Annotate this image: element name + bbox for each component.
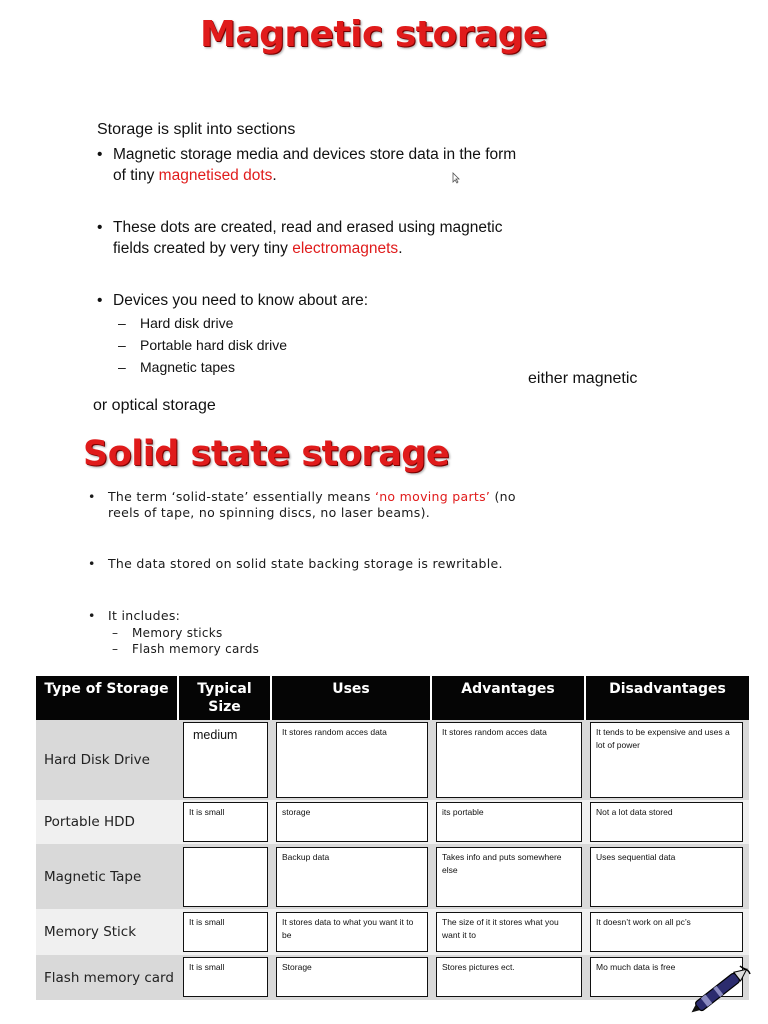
header-typical-size: Typical Size (179, 676, 272, 720)
side-text-either-magnetic: either magnetic (528, 370, 638, 387)
header-uses: Uses (272, 676, 432, 720)
solid-includes-list (112, 625, 259, 657)
row-type-hard-disk-drive: Hard Disk Drive (44, 752, 150, 768)
header-type-of-storage: Type of Storage (36, 676, 179, 720)
cell-size: It is small (183, 802, 268, 842)
cell-disadvantages: Mo much data is free (590, 957, 743, 997)
cell-size (183, 847, 268, 907)
row-type-memory-stick: Memory Stick (44, 924, 137, 940)
list-item: – Hard disk drive (118, 315, 234, 331)
highlight-no-moving-parts: ‘no moving parts’ (374, 489, 491, 504)
cell-advantages: The size of it it stores what you want it to (436, 912, 582, 952)
list-item: – Memory sticks (112, 626, 223, 640)
list-item: – Flash memory cards (112, 642, 260, 656)
row-type-flash-memory-card: Flash memory card (44, 969, 174, 986)
cell-uses: It stores random acces data (276, 722, 428, 798)
cell-uses: It stores data to what you want it to be (276, 912, 428, 952)
magnetic-bullet-2: • These dots are created, read and erased using magnetic fields created by very tiny electromagnets. (97, 219, 503, 257)
row-type-portable-hdd: Portable HDD (44, 814, 135, 830)
cell-size: It is small (183, 957, 268, 997)
cell-uses: Storage (276, 957, 428, 997)
highlight-magnetised-dots: magnetised dots (158, 167, 273, 184)
solid-bullet-3: • It includes: (88, 608, 181, 623)
pen-icon (678, 960, 758, 1022)
cell-disadvantages: Not a lot data stored (590, 802, 743, 842)
device-list (118, 312, 287, 378)
solid-state-title: Solid state storage (83, 434, 450, 474)
cell-uses: Backup data (276, 847, 428, 907)
cell-size: medium (183, 722, 268, 798)
list-item: – Portable hard disk drive (118, 337, 288, 353)
cell-advantages: Stores pictures ect. (436, 957, 582, 997)
cell-advantages: Takes info and puts somewhere else (436, 847, 582, 907)
storage-table (36, 676, 749, 1000)
table-header (36, 676, 749, 720)
solid-bullet-1: • The term ‘solid-state’ essentially means ‘no moving parts’ (no reels of tape, no spinning discs, no laser beams). (88, 489, 516, 520)
cell-size: It is small (183, 912, 268, 952)
header-disadvantages: Disadvantages (609, 681, 726, 697)
magnetic-bullet-1: • Magnetic storage media and devices store data in the form of tiny magnetised dots. (97, 146, 517, 184)
cell-disadvantages: It tends to be expensive and uses a lot of power (590, 722, 743, 798)
mouse-pointer-icon (452, 172, 460, 184)
header-advantages: Advantages (432, 676, 586, 720)
highlight-electromagnets: electromagnets (292, 240, 399, 257)
cell-uses: storage (276, 802, 428, 842)
magnetic-storage-title: Magnetic storage (200, 14, 547, 55)
cell-advantages: its portable (436, 802, 582, 842)
list-item: – Magnetic tapes (118, 359, 235, 375)
side-text-optical-storage: or optical storage (93, 397, 216, 414)
cell-disadvantages: It doesn’t work on all pc’s (590, 912, 743, 952)
row-type-magnetic-tape: Magnetic Tape (44, 868, 142, 885)
cell-advantages: It stores random acces data (436, 722, 582, 798)
magnetic-intro: Storage is split into sections (97, 121, 296, 138)
magnetic-bullet-3: • Devices you need to know about are: (97, 292, 369, 309)
cell-disadvantages: Uses sequential data (590, 847, 743, 907)
solid-bullet-2: • The data stored on solid state backing storage is rewritable. (88, 556, 503, 571)
